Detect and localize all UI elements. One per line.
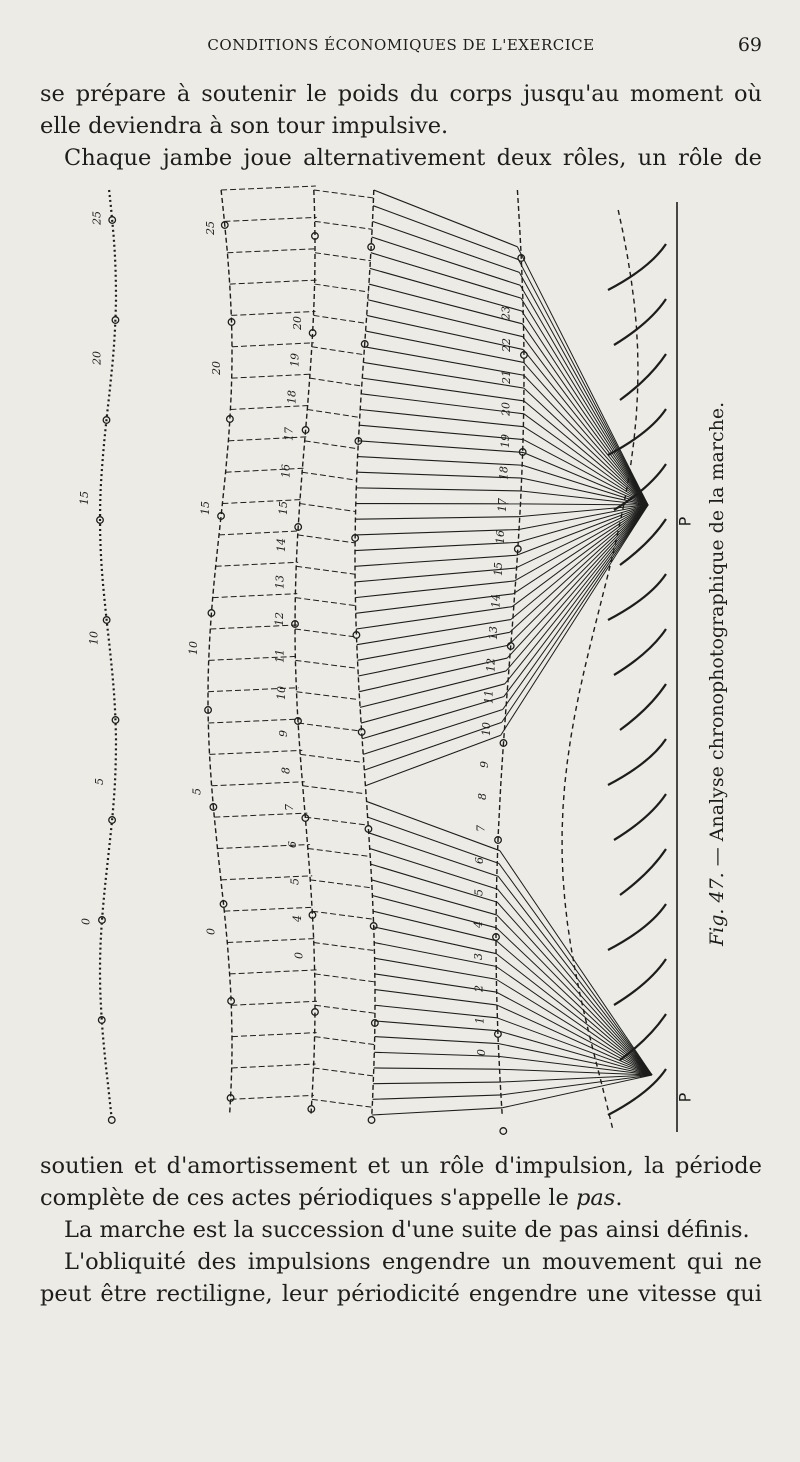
thigh-segment (315, 974, 375, 982)
leg-segment (374, 927, 496, 954)
trunk-segment (232, 1033, 317, 1037)
leg-segment (374, 190, 518, 247)
thigh-segment (314, 190, 374, 198)
knee-frame-label: 1 (473, 1017, 487, 1024)
shank-segment (497, 902, 652, 1075)
thigh-segment (296, 692, 359, 700)
text-line: La marche est la succession d'une suite de pas ainsi définis. (64, 1217, 750, 1243)
text-line: se prépare à soutenir le poids du corps jusqu'au moment où (40, 81, 762, 107)
text-line: Chaque jambe joue alternativement deux rôles, un rôle de (64, 145, 762, 171)
trunk-segment (210, 750, 303, 754)
shank-segment (514, 505, 648, 581)
page-header (40, 34, 762, 58)
foot-arc (608, 574, 666, 620)
hip-frame-label: 14 (274, 538, 288, 552)
knee-frame-label: 20 (499, 402, 513, 416)
thigh-segment (302, 472, 357, 480)
shank-segment (523, 337, 648, 505)
shank-segment (521, 298, 648, 505)
thigh-segment (296, 566, 355, 574)
knee-frame-label: 0 (474, 1049, 488, 1056)
text-line: peut être rectiligne, leur périodicité engendre une vitesse qui (40, 1281, 762, 1307)
shank-segment (502, 505, 648, 722)
thigh-segment (295, 629, 356, 637)
shoulder-frame-label: 15 (199, 501, 213, 515)
text-fragment: . (615, 1185, 623, 1211)
knee-frame-label: 3 (472, 953, 486, 960)
trunk-segment (213, 594, 298, 598)
hip-frame-label: 5 (288, 878, 302, 885)
thigh-segment (307, 409, 360, 417)
leg-segment (372, 880, 497, 915)
text-line (40, 1182, 762, 1214)
trunk-segment (214, 813, 307, 817)
thigh-segment (313, 315, 366, 323)
shank-segment (500, 851, 652, 1075)
leg-segment (373, 206, 518, 260)
knee-frame-label: 16 (494, 530, 508, 544)
shank-segment (524, 388, 648, 505)
foot-arc (614, 299, 666, 345)
trunk-segment (232, 1064, 316, 1068)
figure-caption-text: — Analyse chronophotographique de la marche. (706, 401, 728, 867)
trunk-segment (230, 970, 317, 974)
thigh-segment (314, 1068, 374, 1076)
thigh-segment (303, 786, 366, 794)
knee-frame-label: 17 (496, 498, 510, 512)
gait-diagram (60, 180, 780, 1140)
thigh-segment (310, 378, 363, 386)
knee-frame-label: 23 (499, 306, 513, 320)
head-trajectory (100, 190, 116, 1115)
ground-label-top: P (675, 516, 695, 527)
knee-frame-label: 8 (475, 793, 489, 800)
shank-segment (505, 505, 648, 684)
head-frame-label: 10 (87, 631, 101, 645)
head-frame-label: 15 (78, 491, 92, 505)
trunk-segment (208, 719, 300, 723)
trunk-segment (230, 280, 317, 284)
head-frame-label: 20 (90, 351, 104, 365)
page-number: 69 (737, 34, 762, 56)
head-frame-label: 5 (92, 778, 106, 785)
foot-arc (620, 849, 666, 895)
leg-segment (372, 237, 521, 285)
trunk-segment (231, 311, 315, 315)
shank-segment (517, 247, 648, 505)
emphasis-word: pas (575, 1185, 616, 1211)
trunk-segment (231, 1095, 314, 1099)
shank-segment (513, 505, 648, 594)
knee-frame-label: 10 (479, 722, 493, 736)
knee-frame-label: 18 (497, 466, 511, 480)
hip-frame-label: 18 (285, 390, 299, 404)
thigh-segment (310, 880, 371, 888)
knee-frame-label: 14 (489, 594, 503, 608)
top-paragraph (40, 78, 762, 174)
trunk-segment (227, 249, 317, 253)
ground-label-bottom: P (675, 1092, 695, 1103)
shoulder-trajectory (208, 190, 232, 1115)
shoulder-frame-label: 10 (186, 641, 200, 655)
hip-frame-label: 19 (288, 353, 302, 367)
shank-segment (520, 504, 648, 505)
thigh-segment (300, 754, 363, 762)
knee-frame-label: 5 (472, 889, 486, 896)
head-frame-label: 25 (90, 211, 104, 225)
text-line: L'obliquité des impulsions engendre un mouvement qui ne (64, 1249, 762, 1275)
foot-arc (608, 244, 666, 290)
foot-arc (614, 794, 666, 840)
thigh-segment (295, 660, 357, 668)
thigh-segment (305, 817, 367, 825)
foot-arc (608, 904, 666, 950)
foot-arc (620, 684, 666, 730)
head-frame-label: 0 (79, 918, 93, 925)
thigh-segment (312, 1099, 373, 1107)
text-fragment: complète de ces actes périodiques s'appelle le (40, 1185, 576, 1211)
shank-segment (522, 311, 648, 505)
leg-segment (375, 1037, 498, 1044)
hip-frame-label: 17 (282, 427, 296, 441)
knee-frame-label: 22 (499, 338, 513, 352)
trunk-segment (224, 907, 314, 911)
leg-segment (356, 488, 521, 491)
foot-arc (614, 629, 666, 675)
trunk-segment (216, 562, 299, 566)
hip-frame-label: 20 (290, 316, 304, 330)
thigh-segment (315, 284, 369, 292)
knee-frame-label: 15 (491, 562, 505, 576)
figure-number: Fig. 47. (706, 872, 728, 946)
swing-foot-trajectory (562, 210, 638, 1130)
leg-segment (373, 1095, 502, 1099)
hip-frame-label: 10 (274, 686, 288, 700)
shank-segment (498, 876, 652, 1075)
thigh-segment (308, 848, 370, 856)
shoulder-frame-label: 25 (203, 221, 217, 235)
text-line: elle deviendra à son tour impulsive. (40, 113, 449, 139)
thigh-segment (315, 221, 373, 229)
knee-frame-label: 12 (484, 658, 498, 672)
trunk-segment (230, 405, 309, 409)
shank-segment (506, 505, 648, 671)
hip-frame-label: 15 (276, 501, 290, 515)
leg-segment (365, 735, 500, 786)
thigh-segment (315, 1005, 375, 1013)
trunk-segment (232, 374, 312, 378)
trunk-segment (224, 217, 316, 221)
hip-frame-label: 7 (282, 804, 296, 811)
knee-trajectory (355, 190, 375, 1115)
shank-segment (524, 401, 648, 505)
hip-frame-label: 9 (277, 730, 291, 737)
shoulder-frame-label: 0 (204, 928, 218, 935)
shank-segment (520, 285, 648, 505)
frame-marker (368, 1117, 375, 1124)
thigh-segment (300, 504, 356, 512)
knee-frame-label: 11 (482, 690, 496, 704)
shank-segment (512, 505, 648, 607)
figure-caption (706, 402, 728, 946)
leg-segment (358, 457, 523, 466)
leg-segment (372, 1108, 502, 1115)
thigh-segment (314, 943, 374, 951)
knee-frame-label: 4 (472, 921, 486, 928)
shank-segment (496, 954, 652, 1075)
hip-frame-label: 0 (292, 952, 306, 959)
leg-segment (355, 517, 519, 520)
leg-segment (373, 1082, 500, 1084)
frame-marker (108, 1117, 115, 1124)
knee-frame-label: 2 (472, 985, 486, 992)
shank-segment (496, 992, 652, 1075)
shank-segment (500, 1075, 652, 1082)
hip-frame-label: 6 (285, 841, 299, 848)
bottom-paragraph (40, 1150, 762, 1310)
shoulder-frame-label: 20 (209, 361, 223, 375)
text-line: soutien et d'amortissement et un rôle d'impulsion, la période (40, 1153, 762, 1179)
trunk-segment (219, 531, 300, 535)
trunk-segment (212, 782, 305, 786)
shoulder-frame-label: 5 (190, 788, 204, 795)
leg-segment (372, 221, 519, 272)
hip-frame-label: 16 (279, 464, 293, 478)
shank-segment (518, 260, 648, 505)
chronophotographic-figure (60, 180, 780, 1140)
shank-segment (524, 362, 648, 505)
knee-frame-label: 19 (498, 434, 512, 448)
knee-frame-label: 6 (473, 857, 487, 864)
shank-segment (522, 324, 648, 505)
foot-arc (614, 959, 666, 1005)
knee-frame-label: 7 (474, 825, 488, 832)
trunk-segment (221, 186, 316, 190)
hip-frame-label: 13 (273, 575, 287, 589)
trunk-segment (231, 1001, 317, 1005)
knee-frame-label: 9 (477, 761, 491, 768)
hip-frame-label: 8 (279, 767, 293, 774)
thigh-segment (312, 347, 365, 355)
leg-segment (368, 817, 499, 863)
hip-frame-label: 12 (273, 612, 287, 626)
leg-segment (374, 1068, 500, 1069)
foot-arc (620, 354, 666, 400)
trunk-segment (227, 939, 316, 943)
thigh-segment (315, 253, 371, 261)
thigh-segment (305, 441, 359, 449)
shank-segment (508, 505, 648, 645)
shank-segment (498, 889, 652, 1075)
frame-marker (500, 1128, 507, 1135)
thigh-segment (312, 911, 373, 919)
running-title: CONDITIONS ÉCONOMIQUES DE L'EXERCICE (207, 36, 595, 54)
foot-arc (608, 739, 666, 785)
trunk-segment (232, 343, 314, 347)
thigh-segment (295, 598, 355, 606)
leg-segment (375, 1005, 497, 1018)
hip-frame-label: 4 (290, 915, 304, 922)
shank-segment (496, 979, 652, 1075)
hip-frame-label: 11 (273, 649, 287, 663)
thigh-segment (298, 723, 361, 731)
knee-frame-label: 21 (499, 370, 513, 384)
thigh-segment (315, 1037, 375, 1045)
knee-frame-label: 13 (487, 626, 501, 640)
shank-segment (503, 505, 648, 710)
thigh-segment (298, 535, 355, 543)
